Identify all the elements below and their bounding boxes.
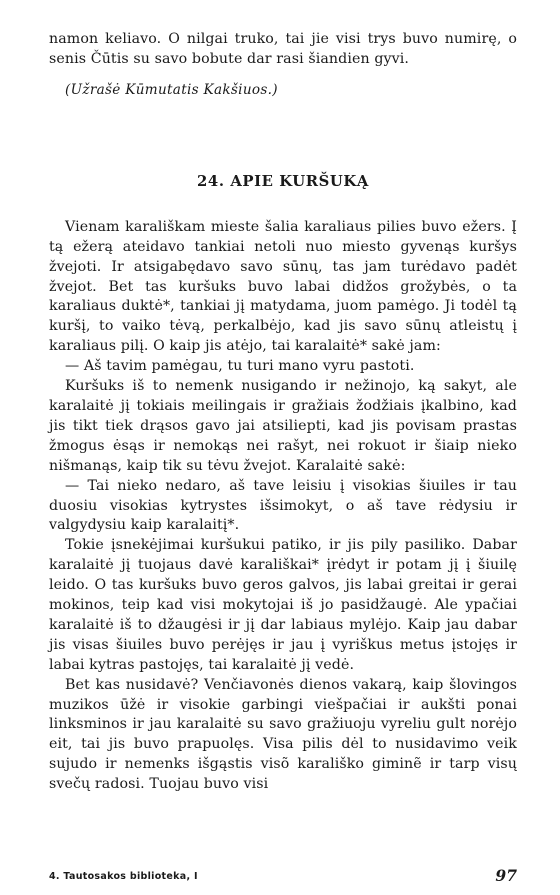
paragraph-6: Bet kas nusidavė? Venčiavonės dienos vakarą, kaip šlovingos muzikos ūžė ir visokie garbingi viešpačiai ir aukšti ponai linksminos ir jau karalaitė su savo gražiuoju vyreliu gult norėjo eit, tai jis buvo prapuolęs. Visa pilis dėl to nusidavimo veik sujudo ir nemenks išgąstis visõ karališko giminẽ ir tarp visų svečų radosi. Tuojau buvo visi: [49, 676, 517, 793]
paragraph-2: — Aš tavim pamėgau, tu turi mano vyru pastoti.: [65, 358, 415, 375]
source-note: (Užrašė Kūmutatis Kakšiuos.): [65, 81, 278, 98]
paragraph-4: — Tai nieko nedaro, aš tave leisiu į visokias šiuiles ir tau duosiu visokias kytrystes išsimokyt, o aš tave rėdysiu ir valgydysiu kaip karalaitį*.: [49, 477, 517, 534]
page-footer: [49, 866, 517, 888]
paragraph-1: Vienam karališkam mieste šalia karaliaus pilies buvo ežers. Į tą ežerą ateidavo tankiai netoli nuo miesto gyvenąs kuršys žvejoti. Ir atsigabędavo savo sūnų, tas jam turėdavo padėt žvejot. Bet tas kuršuks buvo labai didžos grožybės, o ta karaliaus duktė*, tankiai jį matydama, juom pamėgo. Ji todėl tą kuršį, to vaiko tėvą, perkalbėjo, kad jis savo sūnų atleistų į karaliaus pilį. O kaip jis atėjo, tai karalaitė* sakė jam:: [49, 218, 517, 355]
page-body: [49, 30, 517, 795]
footer-signature: 4. Tautosakos biblioteka, I: [49, 871, 198, 882]
page-number: 97: [495, 866, 517, 885]
story-title: 24. APIE KURŠUKĄ: [197, 172, 369, 190]
paragraph-3: Kuršuks iš to nemenk nusigando ir nežinojo, ką sakyt, ale karalaitė jį tokiais meilingais ir gražiais žodžiais įkalbino, kad jis tikt tiek drąsos gavo jai atsiliepti, kad jis povisam prastas žmogus ėsąs ir nemokąs nei rašyt, nei rokuot ir šiaip nieko nišmanąs, kaip tik su tėvu žvejot. Karalaitė sakė:: [49, 378, 517, 474]
paragraph-5: Tokie įsnekėjimai kuršukui patiko, ir jis pily pasiliko. Dabar karalaitė jį tuojaus davė karališkai* įrėdyt ir potam jį į šiuilę leido. O tas kuršuks buvo geros galvos, jis labai greitai ir gerai mokinos, teip kad visi mokytojai iš jo pasidžaugė. Ale ypačiai karalaitė iš to džaugėsi ir jį dar labiaus mylėjo. Kaip jau dabar jis visas šiuiles buvo perėjęs ir jau į vyriškus metus įstojęs ir labai kytras pastojęs, tai karalaitė jį vedė.: [49, 537, 517, 673]
continuation-paragraph: namon keliavo. O nilgai truko, tai jie visi trys buvo numirę, o senis Čūtis su savo bobute dar rasi šiandien gyvi.: [49, 31, 517, 67]
